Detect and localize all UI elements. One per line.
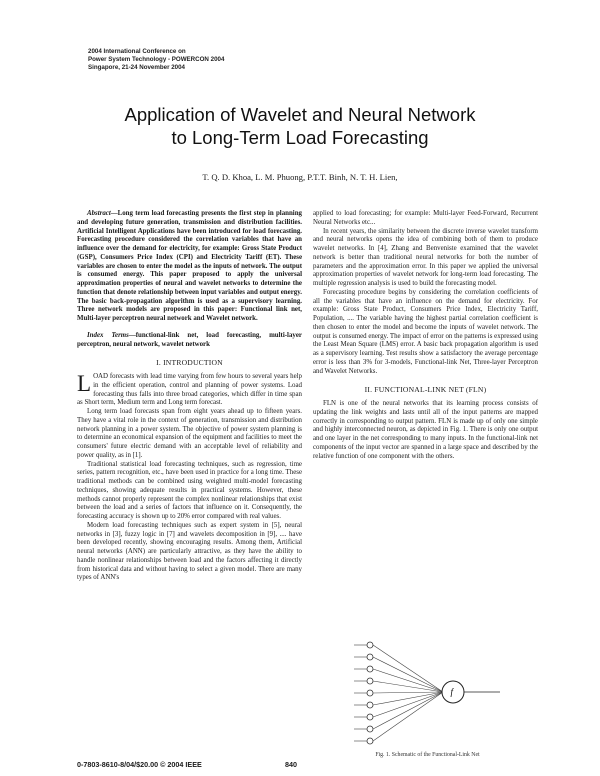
input-node [367, 726, 373, 732]
title-line-1: Application of Wavelet and Neural Network [124, 104, 476, 125]
section-heading-fln: II. FUNCTIONAL-LINK NET (FLN) [364, 385, 487, 395]
right-paragraph-1: In recent years, the similarity between the discrete inverse wavelet transform and neural networks opens the idea of combining both of them to produce wavelet networks. In [4], Zhang and Benveniste examined that the wavelet network is better than traditional neural networks for both the number of parameters and the approximation error. In this paper we applied the universal approximation properties of wavelet network for long-term load forecasting. The multiple regression analysis is used to build the forecasting model. [313, 227, 538, 287]
input-node [367, 642, 373, 648]
page-number: 840 [285, 760, 297, 769]
input-node [367, 714, 373, 720]
input-node [367, 690, 373, 696]
conference-name: 2004 International Conference on [88, 48, 186, 55]
author-list: T. Q. D. Khoa, L. M. Phuong, P.T.T. Binh, N. T. H. Lien, [202, 172, 398, 182]
right-column [313, 210, 538, 461]
copyright-line: 0-7803-8610-8/04/$20.00 © 2004 IEEE [77, 760, 202, 769]
neuron-function-label: f [450, 687, 454, 697]
conference-subtitle: Power System Technology - POWERCON 2004 [88, 56, 225, 63]
right-paragraph-0: applied to load forecasting; for example: Multi-layer Feed-Forward, Recurrent Neural Networks etc... [313, 210, 538, 226]
title-line-2: to Long-Term Load Forecasting [171, 127, 429, 148]
intro-paragraph-2: Long term load forecasts span from eight years ahead up to fifteen years. They have a vital role in the context of generation, transmission and distribution network planning in a power system. The objective of power system planning is to determine an economical expansion of the equipment and facilities to meet the consumers' future electric demand with an acceptable level of reliability and power quality, as in [1]. [77, 408, 302, 459]
abstract [77, 210, 302, 324]
abstract-text: —Long term load forecasting presents the first step in planning and developing future generation, transmission and distribution facilities. Artificial Intelligent Applications have been introduced for load forecasting. Forecasting procedure considered the correlation variables that have an influence over the demand for electricity, for example: Gross State Product (GSP), Consumers Price Index (CPI) and Electricity Tariff (ET). These variables are chosen to enter the model as the inputs of network. The output is consumed energy. This paper proposed to apply the universal approximation properties of neural and wavelet networks to determine the function that denote relationship between input variables and output energy. The basic back-propagation algorithm is used as a supervisory learning. Three network models are proposed in this paper: Functional link net, Multi-layer perceptron neural network and Wavelet network. [77, 210, 302, 322]
left-column [77, 210, 302, 583]
input-nodes [367, 642, 373, 744]
index-terms-label: Index Terms [87, 331, 129, 339]
input-node [367, 738, 373, 744]
abstract-label: Abstract [87, 210, 111, 217]
input-node [367, 678, 373, 684]
input-node [367, 666, 373, 672]
intro-paragraph-4: Modern load forecasting techniques such as expert system in [5], neural networks in [3], fuzzy logic in [7] and wavelets decomposition in [9], .... have been developed recently, showing encouraging results. Among them, Artificial neural networks (ANN) are particularly attractive, as they have the ability to handle nonlinear relationships between load and the factors affecting it directly from historical data and without having to select a given model. There are many types of ANN's [77, 521, 302, 582]
right-paragraph-2: Forecasting procedure begins by considering the correlation coefficients of all the variables that have an influence on the demand for electricity. For example: Gross State Product, Consumers Price Index, Electricity Tariff, Population, .... The variable having the highest partial correlation coefficient is then chosen to enter the model and become the inputs of wavelet network. The output is consumed energy. The impact of error on the patterns is expressed using the Least Mean Square (LMS) error. A basic back propagation algorithm is used as a supervisory learning. Test results show a satisfactory the average percentage error is less than 3% for 3-models, Functional-link Net, Three-layer Perceptron and Wavelet Networks. [313, 288, 538, 375]
intro-paragraph-3: Traditional statistical load forecasting techniques, such as regression, time series, pattern recognition, etc., have been used in practice for a long time. These traditional methods can be combined using weighted multi-model forecasting techniques, showing adequate results in practical systems. However, these methods cannot properly represent the complex nonlinear relationships that exist between the load and a series of factors that influence on it. Consequently, the forecasting accuracy is shown up to 20% error compared with real values. [77, 460, 302, 520]
input-node [367, 702, 373, 708]
fln-schematic-figure [340, 635, 510, 750]
index-terms-text: —functional-link net, load forecasting, multi-layer perceptron, neural network, wavelet network [77, 331, 302, 348]
input-node [367, 654, 373, 660]
conference-header [88, 48, 328, 72]
index-terms [77, 332, 302, 350]
section-heading-introduction: I. INTRODUCTION [156, 358, 223, 368]
intro-paragraph-1-text: OAD forecasts with lead time varying from few hours to several years help in the efficient operation, control and planning of power systems. Load forecasting thus falls into three broad categories, which differ in time span as Short term, Medium term and Long term forecast. [77, 373, 302, 407]
fln-paragraph: FLN is one of the neural networks that its learning process consists of updating the link weights and lasts until all of the input patterns are mapped correctly in corresponding to output pattern. FLN is made up of only one simple and highly interconnected neuron, as depicted in Fig. 1. There is only one output and one layer in the net corresponding to many inputs. In the functional-link net components of the input vector are spanned in a large space and described by the relative function of one component with the others. [313, 400, 538, 460]
intro-paragraph-1 [77, 373, 302, 408]
drop-cap: L [77, 371, 92, 396]
paper-title [60, 103, 540, 149]
conference-location: Singapore, 21-24 November 2004 [88, 64, 185, 71]
figure-caption: Fig. 1. Schematic of the Functional-Link Net [375, 752, 480, 758]
